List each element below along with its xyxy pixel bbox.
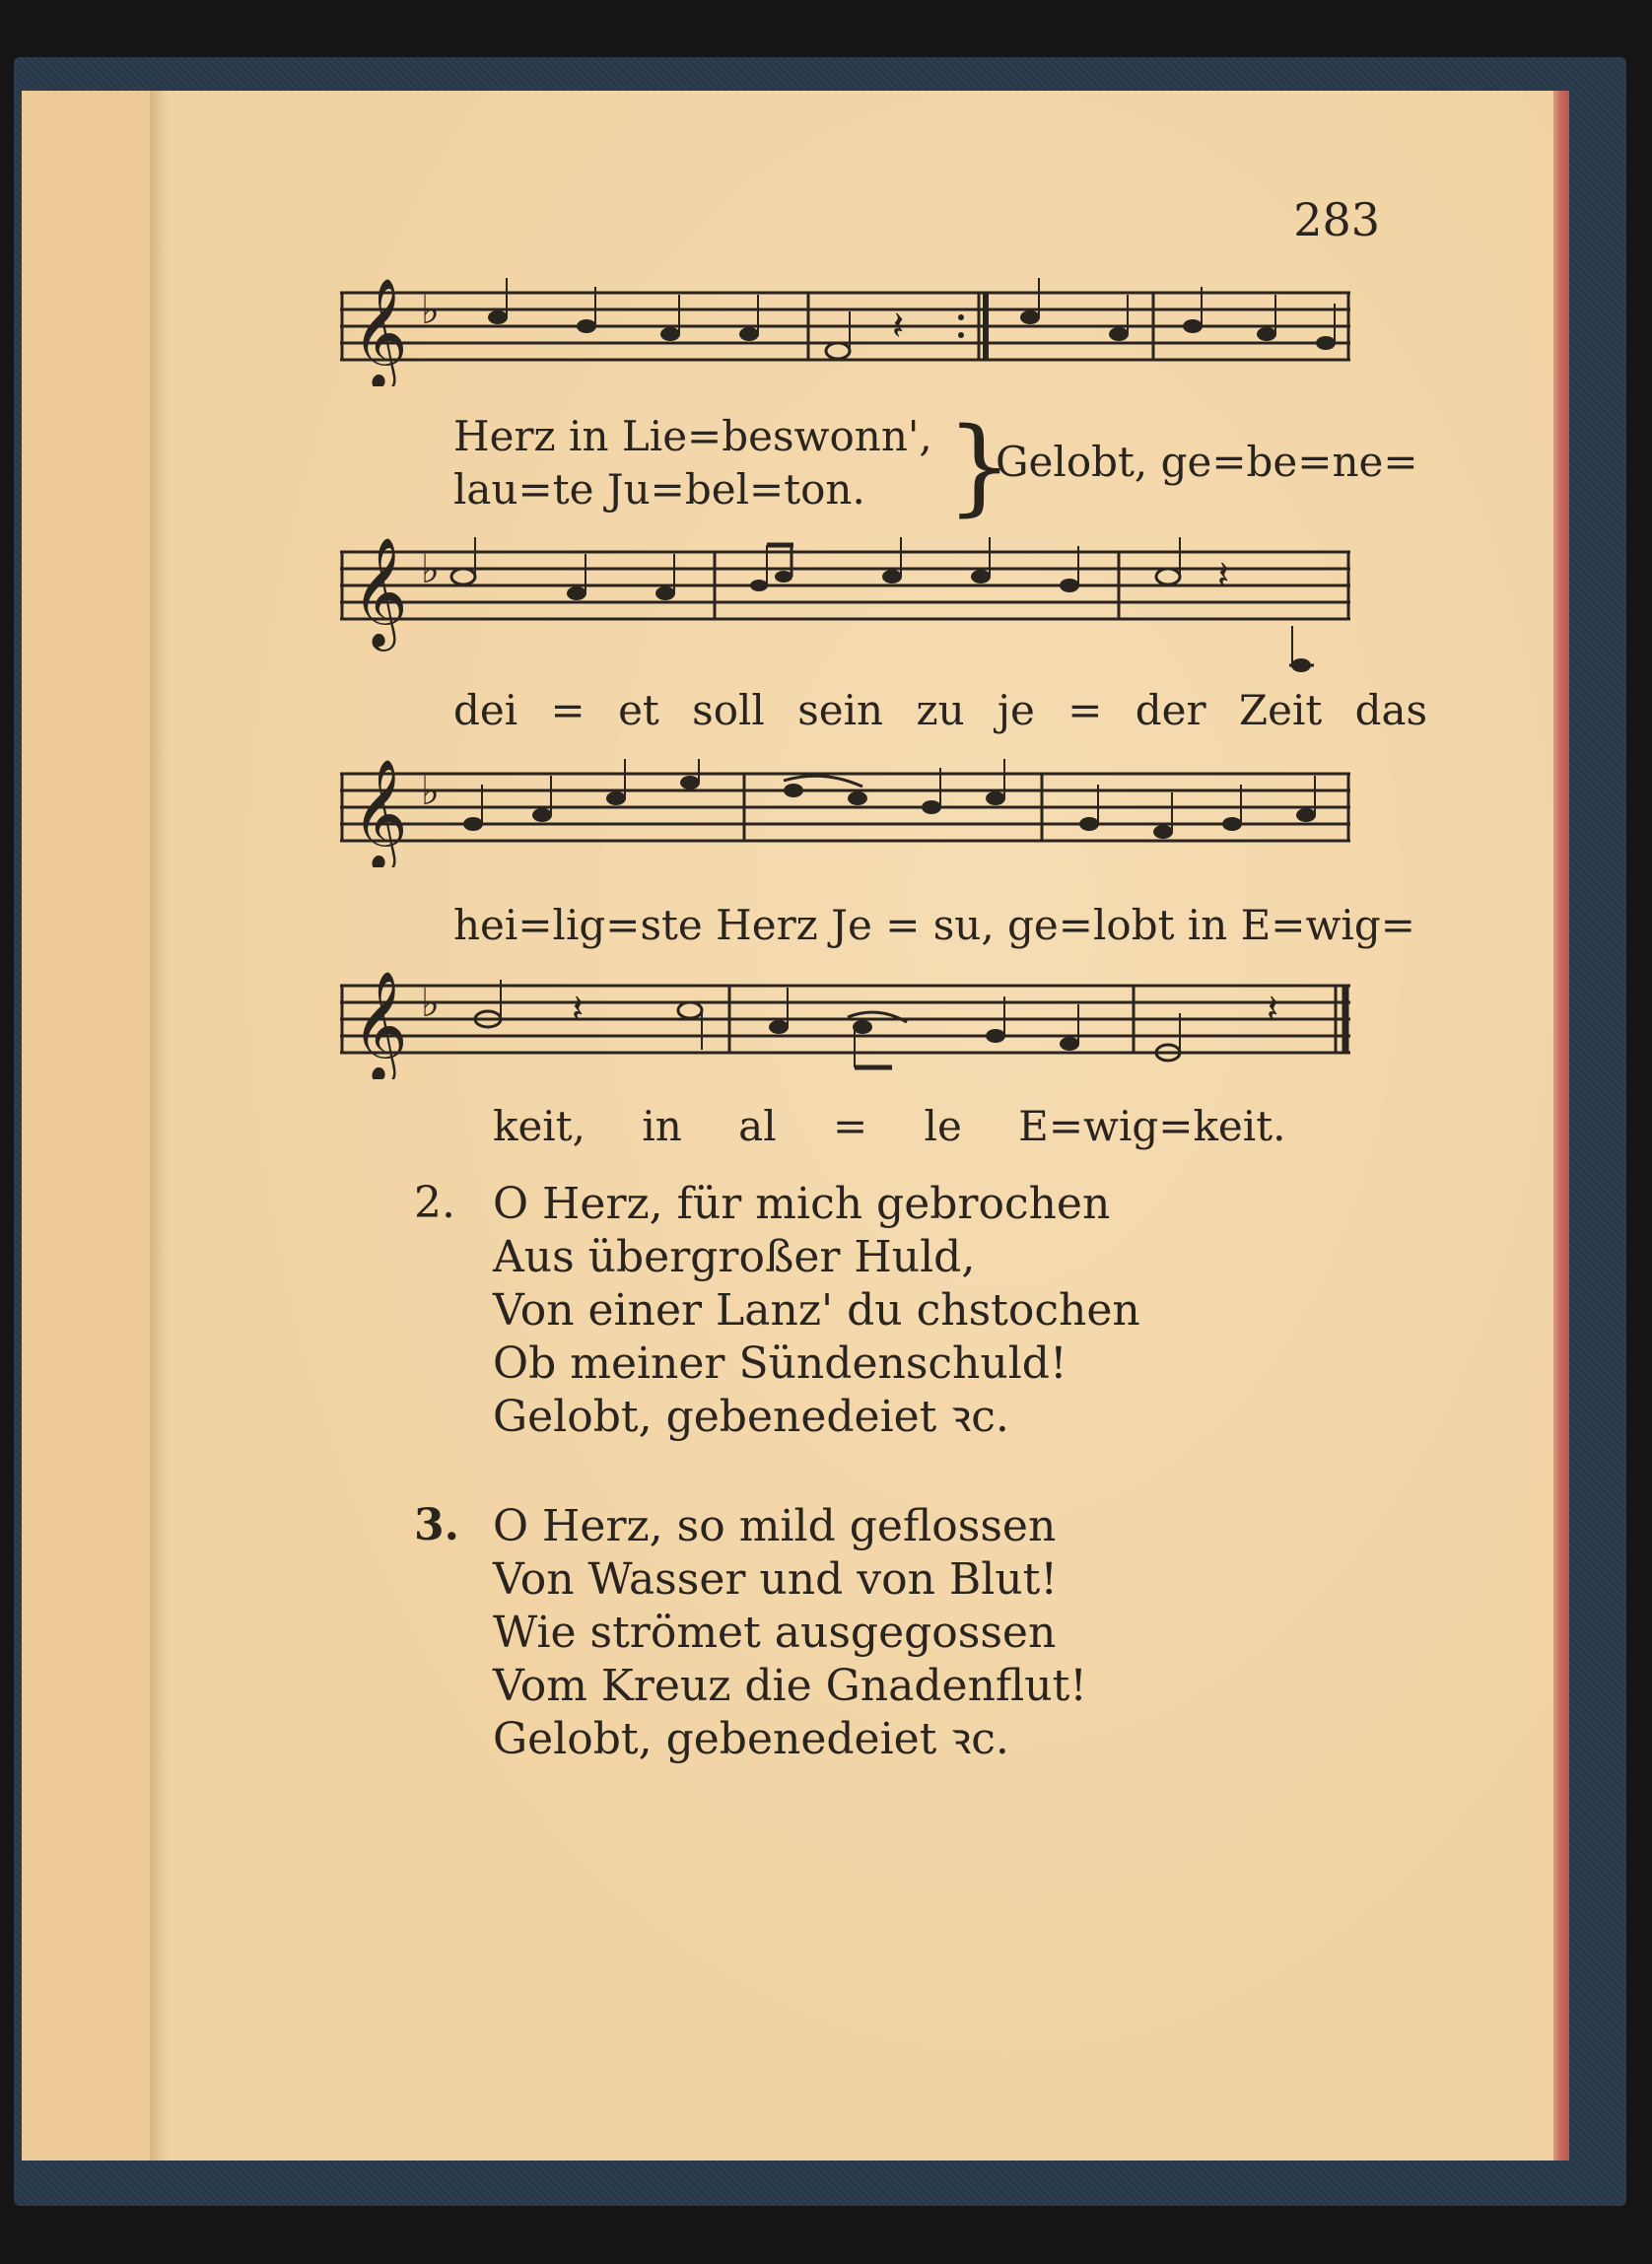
verse-number-2: 2. [414, 1178, 455, 1228]
lyric-line-1-right: Gelobt, ge=be=ne= [996, 438, 1418, 486]
staff-2-svg [340, 537, 1350, 675]
verse-3-line-3: Wie strömet ausgegossen [493, 1608, 1057, 1658]
lyric-line-1a: Herz in Lie=beswonn', [453, 412, 932, 460]
svg-text:𝄽: 𝄽 [1267, 987, 1279, 1032]
svg-text:𝄞: 𝄞 [352, 971, 408, 1079]
svg-text:𝄽: 𝄽 [572, 987, 585, 1032]
svg-text:𝄽: 𝄽 [892, 304, 905, 349]
verse-2-line-2: Aus übergroßer Huld, [493, 1232, 976, 1282]
music-staff-1 [340, 278, 1350, 386]
svg-text:𝄽: 𝄽 [1217, 553, 1230, 598]
verse-3-line-2: Von Wasser und von Blut! [493, 1554, 1059, 1605]
left-page-edge [22, 91, 160, 2161]
lyric-line-1b: lau=te Ju=bel=ton. [453, 465, 865, 514]
verse-2-line-3: Von einer Lanz' du chstochen [493, 1285, 1140, 1336]
staff-1-svg [340, 278, 1350, 386]
verse-3-line-1: O Herz, so mild geflossen [493, 1501, 1057, 1551]
lyric-line-3: hei=lig=ste Herz Je = su, ge=lobt in E=wig= [453, 901, 1415, 949]
treble-clef-icon: 𝄞 [352, 278, 408, 386]
music-staff-2 [340, 537, 1350, 647]
verse-3 [493, 1500, 1087, 1766]
svg-text:♭: ♭ [421, 981, 440, 1026]
music-staff-4 [340, 971, 1350, 1079]
page-number: 283 [1293, 193, 1380, 246]
verse-2-line-1: O Herz, für mich gebrochen [493, 1179, 1111, 1229]
lyric-line-2: dei = et soll sein zu je = der Zeit das [453, 686, 1428, 734]
page-edge [1553, 91, 1569, 2161]
verse-3-line-5: Gelobt, gebenedeiet ꝛc. [493, 1714, 1009, 1764]
svg-text:♭: ♭ [421, 769, 440, 814]
verse-2 [493, 1178, 1140, 1444]
staff-4-svg [340, 971, 1350, 1079]
svg-text:𝄞: 𝄞 [352, 537, 408, 647]
svg-text:♭: ♭ [421, 547, 440, 592]
svg-text:𝄞: 𝄞 [352, 759, 408, 867]
verse-number-3: 3. [414, 1500, 459, 1550]
staff-3-svg [340, 759, 1350, 867]
music-staff-3 [340, 759, 1350, 867]
brace-icon: } [946, 405, 1013, 526]
verse-3-line-4: Vom Kreuz die Gnadenflut! [493, 1661, 1087, 1711]
verse-2-line-5: Gelobt, gebenedeiet ꝛc. [493, 1392, 1009, 1442]
verse-2-line-4: Ob meiner Sündenschuld! [493, 1338, 1067, 1389]
lyric-line-4: keit, in al = le E=wig=keit. [493, 1102, 1286, 1150]
flat-icon: ♭ [421, 288, 440, 333]
